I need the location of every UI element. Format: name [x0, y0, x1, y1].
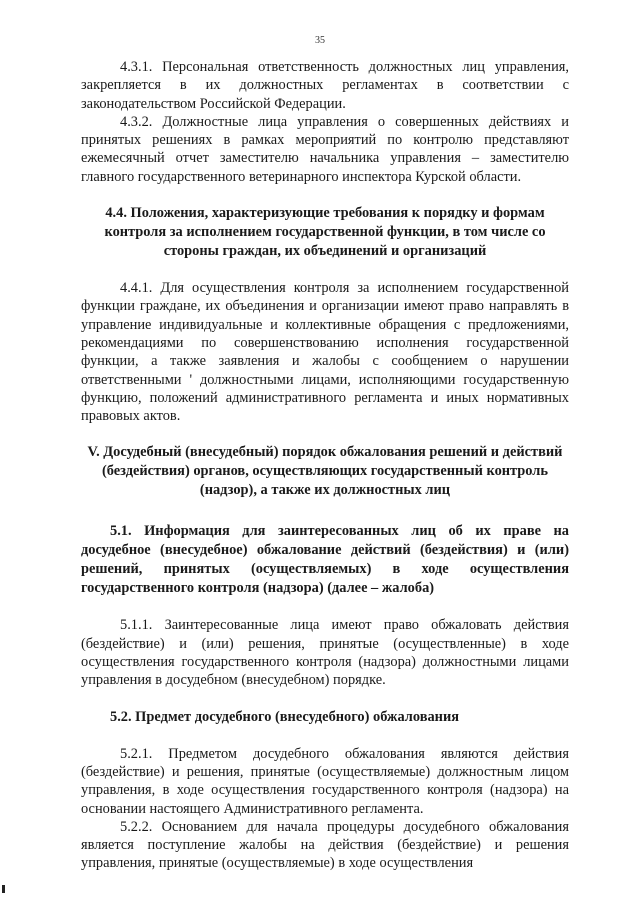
paragraph-4-4-1: 4.4.1. Для осуществления контроля за исполнением государственной функции граждане, их объединения и организации имеют право направлять в управление индивидуальные и коллективные обращения с предложениями, рекомендациями по совершенствованию исполнения государственной функции, а также заявления и жалобы с сообщением о нарушении ответственными ' должностными лицами, исполняющими государственную функцию, положений административного регламента и иных нормативных правовых актов.: [81, 280, 569, 425]
paragraph-5-2-1: 5.2.1. Предметом досудебного обжалования являются действия (бездействие) и решения, принятые (осуществляемые) должностным лицом управления, в ходе осуществления государственного контроля (надзора) на основании настоящего Административного регламента.: [81, 745, 569, 817]
heading-section-v: V. Досудебный (внесудебный) порядок обжалования решений и действий (бездействия) органов, осуществляющих государственный контроль (надзор), а также их должностных лиц: [87, 444, 563, 499]
scan-edge-mark: [2, 885, 5, 893]
paragraph-4-3-2: 4.3.2. Должностные лица управления о совершенных действиях и принятых решениях в рамках мероприятий по контролю представляют ежемесячный отчет заместителю начальника управления – заместителю главного государственного ветеринарного инспектора Курской области.: [81, 113, 569, 185]
document-body: [81, 58, 569, 873]
page-number: 35: [315, 35, 325, 46]
paragraph-5-2-2: 5.2.2. Основанием для начала процедуры досудебного обжалования является поступление жалобы на действия (бездействие) и решения управления, принятые (осуществляемые) в ходе осуществления: [81, 818, 569, 872]
heading-5-2: 5.2. Предмет досудебного (внесудебного) обжалования: [110, 708, 460, 725]
paragraph-5-1-1: 5.1.1. Заинтересованные лица имеют право обжаловать действия (бездействие) и (или) решения, принятые (осуществленные) в ходе осуществления государственного контроля (надзора) должностными лицами управления в досудебном (внесудебном) порядке.: [81, 617, 569, 689]
paragraph-4-3-1: 4.3.1. Персональная ответственность должностных лиц управления, закрепляется в их должностных регламентах в соответствии с законодательством Российской Федерации.: [81, 59, 569, 112]
heading-4-4: 4.4. Положения, характеризующие требования к порядку и формам контроля за исполнением государственной функции, в том числе со стороны граждан, их объединений и организаций: [104, 205, 546, 260]
heading-5-1: 5.1. Информация для заинтересованных лиц об их праве на досудебное (внесудебное) обжалование действий (бездействия) и (или) решений, принятых (осуществляемых) в ходе осуществления государственного контроля (надзора) (далее – жалоба): [81, 523, 569, 597]
